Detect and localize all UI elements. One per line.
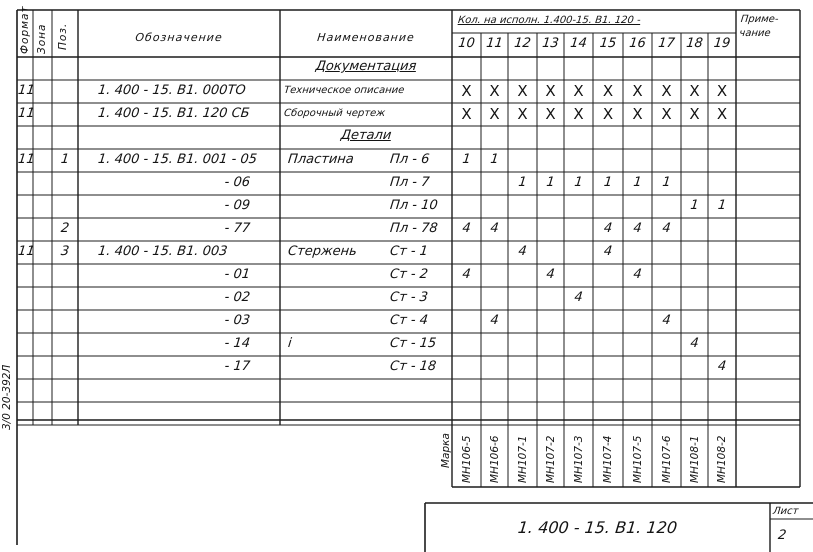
- qty-cell-11: X: [489, 105, 500, 123]
- qty-cell-18: X: [689, 105, 700, 123]
- mark-МН107-1: МН107-1: [516, 435, 529, 483]
- qty-cell-14: X: [573, 105, 584, 123]
- qty-cell-11: 1: [489, 152, 500, 167]
- row-sub-designation: Пл - 6: [389, 152, 431, 167]
- qty-cell-14: 4: [573, 290, 584, 305]
- row-sub-designation: Ст - 3: [389, 290, 429, 305]
- qty-cell-19: X: [716, 105, 728, 123]
- header-pos: Поз.: [57, 22, 69, 50]
- mark-МН107-5: МН107-5: [631, 435, 644, 483]
- row-format: 11: [17, 83, 36, 98]
- qty-cell-16: 4: [632, 221, 643, 236]
- row-format: 11: [17, 244, 36, 259]
- row-designation: 1. 400 - 15. В1. 120 СБ: [97, 106, 251, 121]
- row-sub-designation: Пл - 7: [389, 175, 431, 190]
- qty-cell-15: 1: [603, 175, 613, 190]
- qty-cell-18: X: [689, 82, 700, 100]
- qty-cell-10: 4: [461, 221, 472, 236]
- qty-cell-17: X: [661, 82, 672, 100]
- row-designation: - 17: [223, 359, 251, 374]
- row-designation: - 06: [223, 175, 251, 190]
- header-name: Наименование: [316, 31, 416, 44]
- header-variant-14: 14: [569, 36, 588, 51]
- row-sub-designation: Ст - 4: [389, 313, 429, 328]
- row-name: Стержень: [287, 244, 358, 259]
- qty-cell-13: 1: [545, 175, 556, 190]
- header-variant-11: 11: [485, 36, 504, 51]
- header-variant-13: 13: [541, 36, 560, 51]
- qty-cell-15: 4: [603, 244, 613, 259]
- qty-cell-16: X: [632, 82, 643, 100]
- header-variant-19: 19: [712, 36, 732, 51]
- qty-cell-19: 4: [717, 359, 727, 374]
- mark-МН107-3: МН107-3: [572, 435, 585, 483]
- row-position: 3: [60, 244, 70, 259]
- qty-cell-16: X: [632, 105, 643, 123]
- header-variant-17: 17: [657, 36, 676, 51]
- row-name: Сборочный чертеж: [283, 108, 386, 119]
- qty-cell-15: X: [602, 105, 614, 123]
- qty-cell-15: X: [602, 82, 614, 100]
- qty-cell-11: 4: [489, 313, 500, 328]
- qty-cell-13: X: [545, 105, 556, 123]
- qty-cell-12: 1: [517, 175, 528, 190]
- qty-cell-14: 1: [573, 175, 584, 190]
- qty-cell-12: X: [517, 82, 528, 100]
- qty-cell-19: X: [716, 82, 728, 100]
- qty-cell-10: X: [461, 105, 472, 123]
- row-sub-designation: Ст - 1: [389, 244, 429, 259]
- marks-label: Марка: [440, 433, 452, 468]
- mark-МН106-5: МН106-5: [460, 435, 473, 483]
- row-sub-designation: Ст - 2: [389, 267, 429, 282]
- header-variant-16: 16: [628, 36, 647, 51]
- mark-МН108-1: МН108-1: [688, 435, 701, 483]
- title-block-designation: 1. 400 - 15. В1. 120: [516, 518, 679, 537]
- qty-cell-19: 1: [717, 198, 727, 213]
- row-designation: 1. 400 - 15. В1. 000ТО: [97, 83, 247, 98]
- qty-cell-10: 4: [461, 267, 472, 282]
- qty-cell-11: 4: [489, 221, 500, 236]
- row-designation: 1. 400 - 15. В1. 003: [97, 244, 229, 259]
- header-qty-title: Кол. на исполн. 1.400-15. В1. 120 -: [457, 15, 642, 26]
- qty-cell-17: 4: [661, 313, 672, 328]
- qty-cell-18: 1: [689, 198, 700, 213]
- row-designation: - 01: [223, 267, 251, 282]
- row-designation: 1. 400 - 15. В1. 001 - 05: [97, 152, 258, 167]
- qty-cell-18: 4: [689, 336, 700, 351]
- row-sub-designation: Пл - 10: [389, 198, 439, 213]
- header-variant-12: 12: [513, 36, 532, 51]
- qty-cell-10: X: [461, 82, 472, 100]
- mark-МН107-6: МН107-6: [660, 435, 673, 483]
- qty-cell-17: 1: [661, 175, 672, 190]
- mark-МН107-4: МН107-4: [602, 435, 614, 483]
- row-name: i: [287, 336, 293, 351]
- qty-cell-17: 4: [661, 221, 672, 236]
- row-format: 11: [17, 106, 36, 121]
- qty-cell-12: X: [517, 105, 528, 123]
- mark-МН106-6: МН106-6: [488, 435, 501, 483]
- qty-cell-13: X: [545, 82, 556, 100]
- qty-cell-14: X: [573, 82, 584, 100]
- qty-cell-17: X: [661, 105, 672, 123]
- qty-cell-16: 1: [632, 175, 643, 190]
- title-block-sheet-label: Лист: [772, 506, 799, 517]
- row-sub-designation: Ст - 18: [389, 359, 437, 374]
- row-sub-designation: Пл - 78: [389, 221, 439, 236]
- qty-cell-15: 4: [603, 221, 613, 236]
- row-sub-designation: Ст - 15: [389, 336, 437, 351]
- row-name: Пластина: [287, 152, 355, 167]
- section-documentation: Документация: [314, 59, 418, 74]
- mark-МН107-2: МН107-2: [544, 435, 557, 483]
- row-designation: - 09: [223, 198, 251, 213]
- margin-inventory-number: 3/0 20-392Л: [1, 364, 13, 430]
- section-parts: Детали: [340, 128, 393, 143]
- header-designation: Обозначение: [134, 31, 224, 44]
- header-zone: Зона: [36, 23, 48, 54]
- qty-cell-10: 1: [461, 152, 472, 167]
- mark-МН108-2: МН108-2: [716, 435, 728, 483]
- row-name: Техническое описание: [283, 85, 405, 96]
- row-designation: - 77: [223, 221, 251, 236]
- row-position: 1: [60, 152, 70, 167]
- qty-cell-16: 4: [632, 267, 643, 282]
- row-format: 11: [17, 152, 36, 167]
- row-designation: - 14: [223, 336, 251, 351]
- header-variant-10: 10: [457, 36, 476, 51]
- qty-cell-11: X: [489, 82, 500, 100]
- row-designation: - 02: [223, 290, 251, 305]
- title-block-sheet-number: 2: [777, 528, 788, 543]
- qty-cell-13: 4: [545, 267, 556, 282]
- qty-cell-12: 4: [517, 244, 528, 259]
- header-note: Приме-чание: [738, 14, 780, 39]
- header-variant-18: 18: [685, 36, 704, 51]
- header-format: Формат: [19, 5, 31, 54]
- header-variant-15: 15: [598, 36, 618, 51]
- row-designation: - 03: [223, 313, 251, 328]
- row-position: 2: [60, 221, 70, 236]
